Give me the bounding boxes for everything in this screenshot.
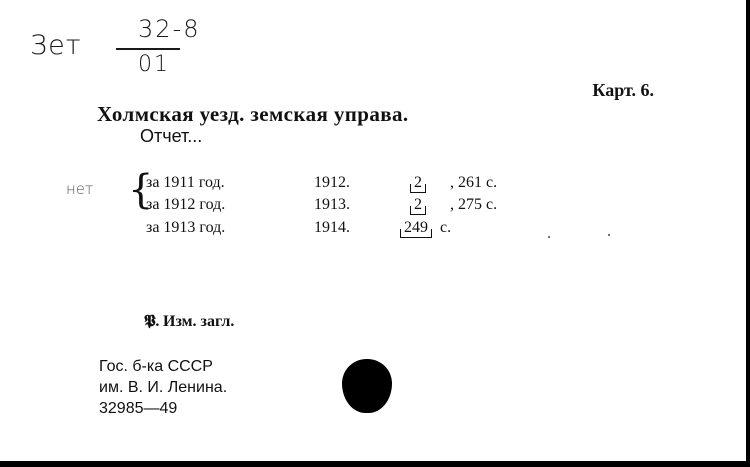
handwritten-fraction-line [116, 48, 180, 50]
card-edge-right [746, 0, 750, 467]
entry-pages: , 261 с. [450, 174, 498, 191]
note-line [144, 313, 234, 331]
card-title: Холмская уезд. земская управа. [97, 102, 409, 126]
handwritten-denominator: 01 [138, 52, 170, 77]
entry-volume: 2 [410, 196, 426, 215]
card-subtitle: Отчет... [140, 126, 203, 146]
entry-volume: 2 [410, 174, 426, 193]
punch-hole [342, 359, 392, 413]
entry-pages: , 275 с. [450, 196, 498, 213]
paper-speck [548, 236, 550, 238]
entry-published-year: 1914. [314, 219, 350, 236]
card-number: Карт. 6. [592, 80, 654, 100]
library-line-2: им. В. И. Ленина. [99, 379, 228, 396]
library-line-3: 32985—49 [99, 400, 178, 417]
handwritten-prefix: Зет [30, 30, 82, 61]
note-mark: 𝕻. [144, 313, 160, 330]
entry-published-year: 1913. [314, 196, 350, 213]
library-stamp [99, 356, 227, 419]
entry-period: за 1911 год. [146, 174, 225, 191]
note-text: Изм. загл. [163, 313, 235, 330]
library-line-1: Гос. б-ка СССР [99, 358, 213, 375]
entry-period: за 1912 год. [146, 196, 226, 213]
entry-published-year: 1912. [314, 174, 350, 191]
card-edge-bottom [0, 461, 750, 467]
entry-period: за 1913 год. [146, 219, 226, 236]
entry-pages: с. [440, 219, 452, 236]
handwritten-numerator: 32-8 [138, 15, 201, 43]
paper-speck [608, 234, 610, 236]
handwritten-margin-note: нет [66, 180, 94, 198]
entries-brace: { [128, 167, 154, 213]
entry-volume: 249 [400, 219, 432, 238]
